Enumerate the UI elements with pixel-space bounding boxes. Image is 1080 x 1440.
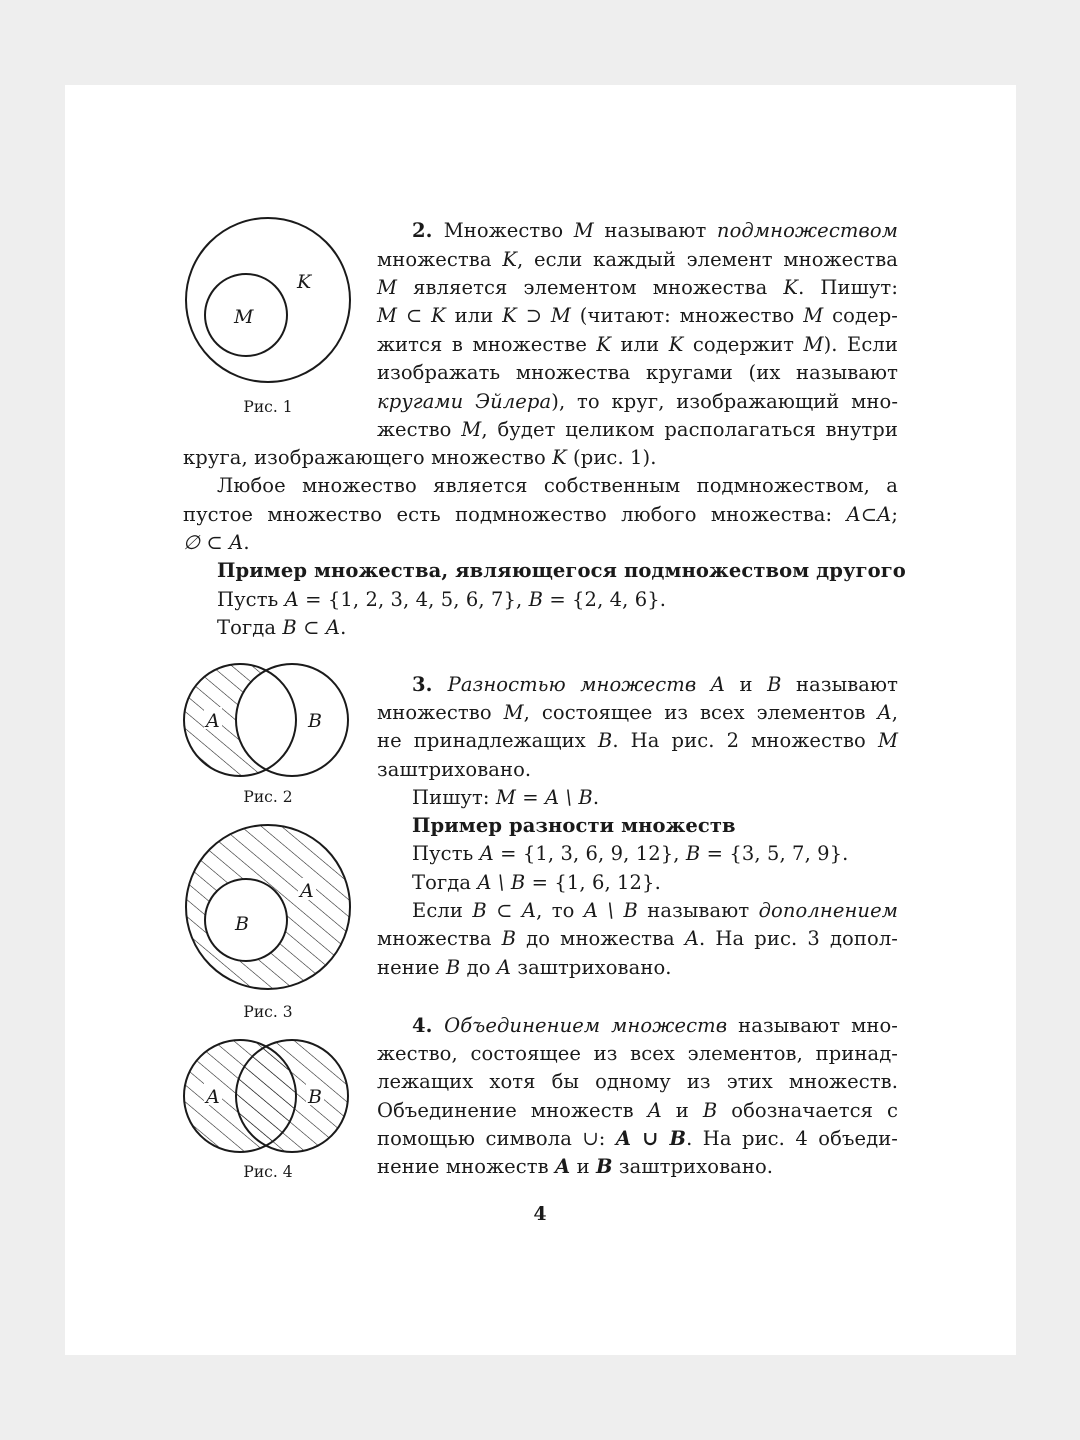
math-var: B — [445, 956, 461, 979]
text: = {3, 5, 7, 9}. — [700, 842, 849, 865]
math-var: M — [461, 418, 482, 441]
text: Если — [412, 899, 473, 922]
textbook-page — [65, 85, 1016, 1355]
term-subset: подмножеством — [716, 219, 898, 242]
text: изображать множества кругами (их называют — [377, 361, 898, 384]
section-2-line-5 — [377, 331, 898, 359]
math-var: A — [479, 842, 494, 865]
section-4-line-4 — [377, 1097, 898, 1125]
math-expr: B ⊂ A — [472, 899, 537, 922]
set-b-label: B — [308, 710, 322, 732]
set-k-label: K — [297, 271, 312, 293]
union-venn-figure — [175, 1030, 360, 1160]
text: Объединение множеств — [377, 1099, 648, 1122]
example-2-line-4 — [377, 925, 898, 953]
math-var: M — [803, 333, 824, 356]
text: жество — [377, 418, 462, 441]
math-var: M — [377, 276, 398, 299]
math-var: B — [685, 842, 701, 865]
text: называют — [781, 673, 898, 696]
math-var: A — [877, 701, 892, 724]
section-number: 2. — [412, 219, 444, 242]
text: ), то круг, изображающий мно- — [551, 390, 899, 413]
difference-venn-figure — [175, 655, 360, 785]
text: множества — [377, 248, 503, 271]
term-difference: Разностью множеств — [447, 673, 711, 696]
math-var: K — [552, 446, 567, 469]
set-a-label: A — [206, 1086, 220, 1108]
math-var: M — [573, 219, 594, 242]
section-number: 4. — [412, 1014, 445, 1037]
section-2-line-11 — [183, 501, 898, 529]
text: помощью символа ∪: — [377, 1127, 616, 1150]
section-2-line-8 — [377, 416, 898, 444]
math-var: A — [284, 588, 299, 611]
section-2-line-2 — [377, 246, 898, 274]
math-var: M — [877, 729, 899, 752]
math-var: M — [503, 701, 524, 724]
text: . Пишут: — [798, 276, 898, 299]
text: обозначается с — [717, 1099, 898, 1122]
text: , — [891, 701, 898, 724]
math-expr: K ⊃ M — [502, 304, 571, 327]
term-union: Объединением множеств — [444, 1014, 728, 1037]
section-4-line-1 — [412, 1012, 898, 1040]
text: . — [243, 531, 250, 554]
text: и — [724, 673, 768, 696]
text: содержит — [683, 333, 804, 356]
section-3-line-3 — [377, 727, 898, 755]
math-expr: A \ B — [477, 871, 526, 894]
figure-4-caption: Рис. 4 — [243, 1163, 293, 1181]
text: , состоящее из всех элементов — [523, 701, 878, 724]
text: лежащих хотя бы одному из этих множеств. — [377, 1070, 898, 1093]
text: ). Если — [823, 333, 899, 356]
math-var: K — [596, 333, 612, 356]
set-a-label: A — [206, 710, 220, 732]
figure-1-caption: Рис. 1 — [243, 398, 293, 416]
text: до — [460, 956, 497, 979]
example-2-line-2 — [412, 869, 898, 897]
example-2-line-3 — [412, 897, 898, 925]
section-3-line-1 — [412, 671, 898, 699]
math-expr: A⊂A — [846, 503, 892, 526]
math-var: A — [710, 673, 725, 696]
text: множества — [377, 927, 502, 950]
set-b-label: B — [235, 913, 249, 935]
text: Любое множество является собственным подмножеством, а — [217, 474, 898, 497]
text: = {1, 6, 12}. — [525, 871, 661, 894]
math-var: A — [496, 956, 512, 979]
example-1-line-2 — [217, 614, 898, 642]
text: = {1, 3, 6, 9, 12}, — [493, 842, 686, 865]
text: круга, изображающего множество — [183, 446, 553, 469]
text: . На рис. 3 допол- — [699, 927, 898, 950]
math-var: K — [502, 248, 518, 271]
section-2-line-1 — [412, 217, 898, 245]
text: Множество — [443, 219, 574, 242]
text: жество, состоящее из всех элементов, принад- — [377, 1042, 898, 1065]
figure-2-caption: Рис. 2 — [243, 788, 293, 806]
text: множество — [377, 701, 504, 724]
set-b-label: B — [308, 1086, 322, 1108]
math-var: B — [501, 927, 517, 950]
section-2-line-6 — [377, 359, 898, 387]
text: , если каждый элемент множества — [517, 248, 899, 271]
text: называют мно- — [727, 1014, 898, 1037]
math-var: A — [647, 1099, 662, 1122]
math-var: B — [767, 673, 782, 696]
example-1-line-1 — [217, 586, 898, 614]
text: или — [445, 304, 503, 327]
set-a-label: A — [300, 880, 314, 902]
math-var: A — [684, 927, 700, 950]
text: = {1, 2, 3, 4, 5, 6, 7}, — [298, 588, 529, 611]
example-1-heading: Пример множества, являющегося подмножеством другого — [217, 559, 906, 582]
section-2-line-4 — [377, 302, 898, 330]
example-2-heading: Пример разности множеств — [412, 814, 736, 837]
text: и — [661, 1099, 703, 1122]
section-4-line-2 — [377, 1040, 898, 1068]
text: = {2, 4, 6}. — [543, 588, 667, 611]
text: ; — [891, 503, 898, 526]
euler-diagram-subset-figure — [175, 215, 365, 395]
section-3-line-2 — [377, 699, 898, 727]
text: не принадлежащих — [377, 729, 598, 752]
math-expr: A ∪ B — [615, 1127, 687, 1150]
term-complement: дополнением — [758, 899, 898, 922]
text: Тогда — [217, 616, 283, 639]
text: до множества — [516, 927, 685, 950]
text: заштриховано. — [511, 956, 672, 979]
math-var: B — [528, 588, 544, 611]
section-3-line-4 — [377, 756, 898, 784]
text: называют — [593, 219, 717, 242]
math-expr: ∅ ⊂ A — [183, 531, 244, 554]
example-2-line-5 — [377, 954, 898, 982]
section-2-line-9 — [183, 444, 898, 472]
math-var: B — [595, 1155, 613, 1178]
set-m-label: M — [234, 306, 254, 328]
math-var: B — [702, 1099, 718, 1122]
section-4-line-3 — [377, 1068, 898, 1096]
section-3-line-5 — [412, 784, 898, 812]
page-number: 4 — [533, 1203, 547, 1225]
text: . На рис. 4 объеди- — [686, 1127, 898, 1150]
section-2-line-12 — [183, 529, 898, 557]
text: (рис. 1). — [566, 446, 657, 469]
term-euler-circles: кругами Эйлера — [377, 390, 552, 413]
example-2-line-1 — [412, 840, 898, 868]
text: . — [592, 786, 600, 809]
section-4-line-6 — [377, 1153, 898, 1181]
text: Тогда — [412, 871, 478, 894]
text: . На рис. 2 множество — [612, 729, 878, 752]
math-var: M — [803, 304, 824, 327]
math-var: A — [555, 1155, 571, 1178]
complement-euler-figure — [175, 820, 365, 1000]
text: нение множеств — [377, 1155, 556, 1178]
text: Пусть — [412, 842, 480, 865]
text: жится в множестве — [377, 333, 597, 356]
section-2-line-10 — [217, 472, 898, 500]
math-var: K — [783, 276, 799, 299]
text: нение — [377, 956, 446, 979]
text: . — [340, 616, 347, 639]
text: , будет целиком располагаться внутри — [481, 418, 898, 441]
text: называют — [637, 899, 759, 922]
text: Пишут: — [412, 786, 496, 809]
math-var: B — [597, 729, 613, 752]
math-var: K — [668, 333, 684, 356]
math-expr: M = A \ B — [495, 786, 593, 809]
text: Пусть — [217, 588, 285, 611]
text: является элементом множества — [397, 276, 784, 299]
text: заштриховано. — [612, 1155, 774, 1178]
math-expr: B ⊂ A — [282, 616, 341, 639]
section-2-line-3 — [377, 274, 898, 302]
section-4-line-5 — [377, 1125, 898, 1153]
text: или — [611, 333, 669, 356]
text: , то — [536, 899, 584, 922]
text: (читают: множество — [570, 304, 804, 327]
math-expr: M ⊂ K — [377, 304, 446, 327]
text: пустое множество есть подмножество любого множества: — [183, 503, 847, 526]
section-number: 3. — [412, 673, 448, 696]
figure-3-caption: Рис. 3 — [243, 1003, 293, 1021]
section-2-line-7 — [377, 388, 898, 416]
math-expr: A \ B — [583, 899, 638, 922]
text: и — [570, 1155, 596, 1178]
text: заштриховано. — [377, 758, 532, 781]
text: содер- — [823, 304, 898, 327]
